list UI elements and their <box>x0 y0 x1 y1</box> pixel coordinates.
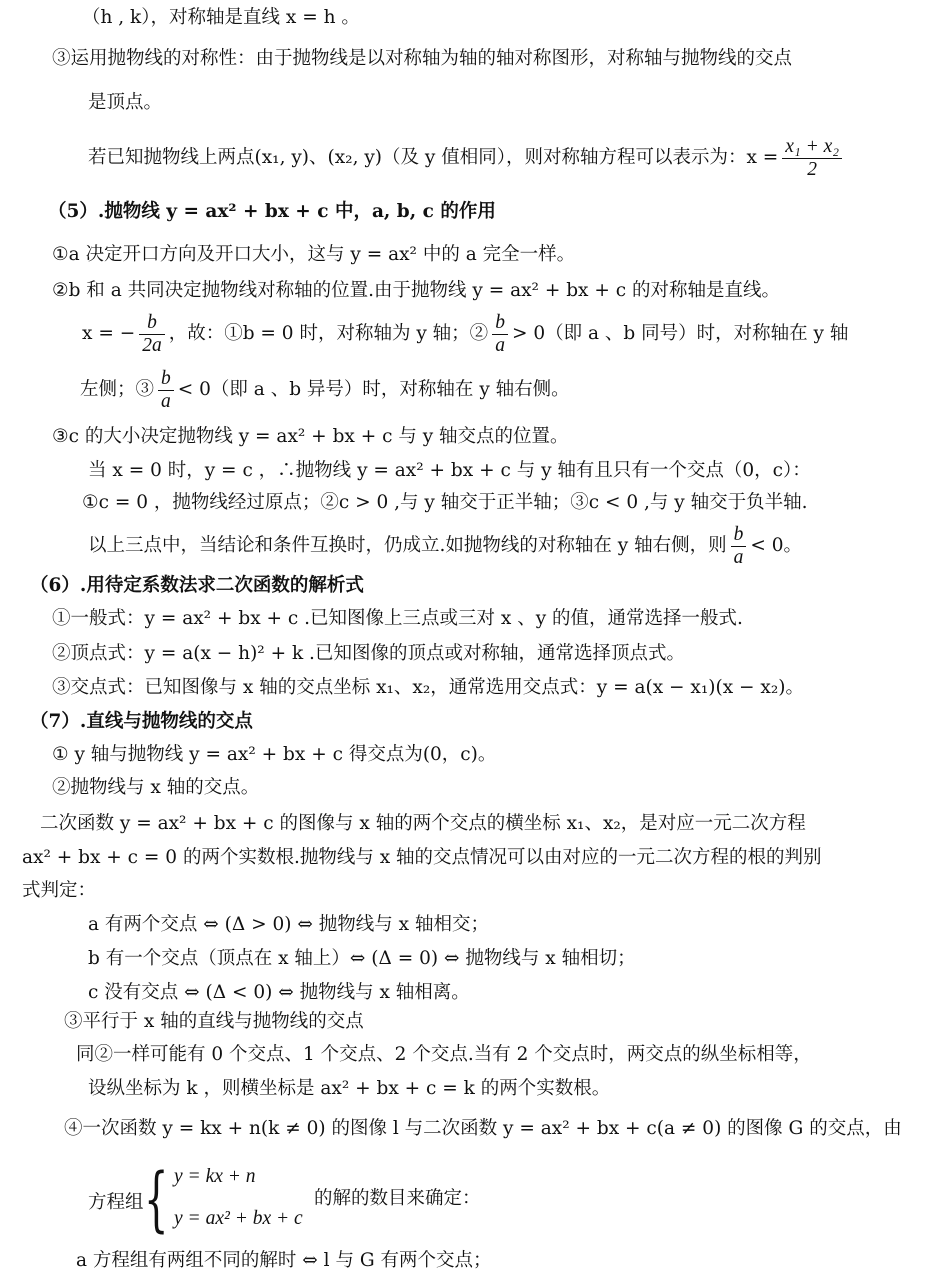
text-line-a-role: ①a 决定开口方向及开口大小，这与 y = ax² 中的 a 完全一样。 <box>52 244 576 265</box>
text-line-c-cases: ①c = 0 ，抛物线经过原点；②c > 0 ,与 y 轴交于正半轴；③c < 0 ,与 y 轴交于负半轴. <box>82 492 808 513</box>
axis-formula-start: x = − <box>82 323 136 344</box>
left-brace: { <box>144 1158 169 1240</box>
axis-formula-end: > 0（即 a 、b 同号）时，对称轴在 y 轴 <box>511 323 849 344</box>
section-heading-5: （5）.抛物线 y = ax² + bx + c 中，a, b, c 的作用 <box>48 201 496 222</box>
equation-linear: y = kx + n <box>174 1166 256 1187</box>
fraction-b-over-2a <box>139 312 165 356</box>
fraction-numerator: b <box>492 312 508 335</box>
text-line-case-b: b 有一个交点（顶点在 x 轴上）⇔ (Δ = 0) ⇔ 抛物线与 x 轴相切； <box>88 948 636 969</box>
fraction-numerator: b <box>158 368 174 391</box>
text-line-general-form: ①一般式：y = ax² + bx + c .已知图像上三点或三对 x 、y 的值，通常选择一般式. <box>52 608 743 629</box>
equation-system-tail: 的解的数目来确定： <box>314 1188 481 1209</box>
text-line-vertex-axis: （h , k），对称轴是直线 x = h 。 <box>82 7 360 28</box>
right-side-text: < 0（即 a 、b 异号）时，对称轴在 y 轴右侧。 <box>177 379 570 400</box>
conclusion-end: < 0。 <box>750 535 803 556</box>
equation-system-label: 方程组 <box>88 1192 144 1213</box>
text-line-case-a: a 有两个交点 ⇔ (Δ > 0) ⇔ 抛物线与 x 轴相交； <box>88 914 489 935</box>
text-line-determine: 式判定： <box>22 880 97 901</box>
text-line-roots-intro: 二次函数 y = ax² + bx + c 的图像与 x 轴的两个交点的横坐标 x₁、x₂，是对应一元二次方程 <box>40 813 806 834</box>
text-line-parallel: ③平行于 x 轴的直线与抛物线的交点 <box>64 1011 364 1032</box>
text-line-case-c: c 没有交点 ⇔ (Δ < 0) ⇔ 抛物线与 x 轴相离。 <box>88 982 470 1003</box>
fraction-denominator: a <box>733 546 744 568</box>
text-line-axis-formula <box>82 312 848 356</box>
text-line-x-zero: 当 x = 0 时，y = c ，∴抛物线 y = ax² + bx + c 与 y 轴有且只有一个交点（0，c）： <box>88 460 811 481</box>
text-line-roots-discriminant: ax² + bx + c = 0 的两个实数根.抛物线与 x 轴的交点情况可以由对应的一元二次方程的根的判别 <box>22 847 822 868</box>
text-line-two-points <box>88 136 846 180</box>
text-line-x-intersection: ②抛物线与 x 轴的交点。 <box>52 777 260 798</box>
text-line-parallel-detail: 同②一样可能有 0 个交点、1 个交点、2 个交点.当有 2 个交点时，两交点的纵坐标相等， <box>76 1044 812 1065</box>
equation-quadratic: y = ax² + bx + c <box>174 1208 303 1229</box>
section-heading-6: （6）.用待定系数法求二次函数的解析式 <box>30 575 364 596</box>
left-side-text: 左侧；③ <box>80 379 155 400</box>
equation-system <box>88 1160 608 1240</box>
text-line-parallel-roots: 设纵坐标为 k ，则横坐标是 ax² + bx + c = k 的两个实数根。 <box>88 1078 611 1099</box>
axis-formula-middle: ，故：①b = 0 时，对称轴为 y 轴；② <box>168 323 489 344</box>
fraction-denominator: a <box>161 390 171 412</box>
section-heading-7: （7）.直线与抛物线的交点 <box>30 711 253 732</box>
text-line-vertex-form: ②顶点式：y = a(x − h)² + k .已知图像的顶点或对称轴，通常选择顶点式。 <box>52 643 685 664</box>
text-line-vertex: 是顶点。 <box>88 92 163 113</box>
fraction-numerator: b <box>139 312 165 335</box>
text-line-two-solutions: a 方程组有两组不同的解时 ⇔ l 与 G 有两个交点； <box>76 1250 492 1271</box>
fraction-x1-x2-over-2 <box>782 136 842 180</box>
fraction-b-over-a <box>731 524 747 568</box>
conclusion-text: 以上三点中，当结论和条件互换时，仍成立.如抛物线的对称轴在 y 轴右侧，则 <box>88 535 727 556</box>
text-line-left-right <box>80 368 570 412</box>
fraction-numerator: b <box>731 524 747 547</box>
text-line-c-role: ③c 的大小决定抛物线 y = ax² + bx + c 与 y 轴交点的位置。 <box>52 426 569 447</box>
text-line-symmetry-property: ③运用抛物线的对称性：由于抛物线是以对称轴为轴的轴对称图形，对称轴与抛物线的交点 <box>52 48 793 69</box>
text-line-conclusion <box>88 524 802 568</box>
two-points-text: 若已知抛物线上两点(x₁, y)、(x₂, y)（及 y 值相同），则对称轴方程可以表示为：x = <box>88 147 779 168</box>
fraction-b-over-a <box>492 312 508 356</box>
fraction-denominator: 2a <box>142 334 162 356</box>
fraction-b-over-a <box>158 368 174 412</box>
text-line-y-intersection: ① y 轴与抛物线 y = ax² + bx + c 得交点为(0，c)。 <box>52 744 497 765</box>
text-line-b-role: ②b 和 a 共同决定抛物线对称轴的位置.由于抛物线 y = ax² + bx + c 的对称轴是直线。 <box>52 280 780 301</box>
fraction-numerator: x₁ + x₂ <box>782 136 842 159</box>
text-line-intercept-form: ③交点式：已知图像与 x 轴的交点坐标 x₁、x₂，通常选用交点式：y = a(x − x₁)(x − x₂)。 <box>52 677 804 698</box>
text-line-linear-quadratic: ④一次函数 y = kx + n(k ≠ 0) 的图像 l 与二次函数 y = ax² + bx + c(a ≠ 0) 的图像 G 的交点，由 <box>64 1118 902 1139</box>
fraction-denominator: 2 <box>807 158 818 180</box>
fraction-denominator: a <box>495 334 505 356</box>
